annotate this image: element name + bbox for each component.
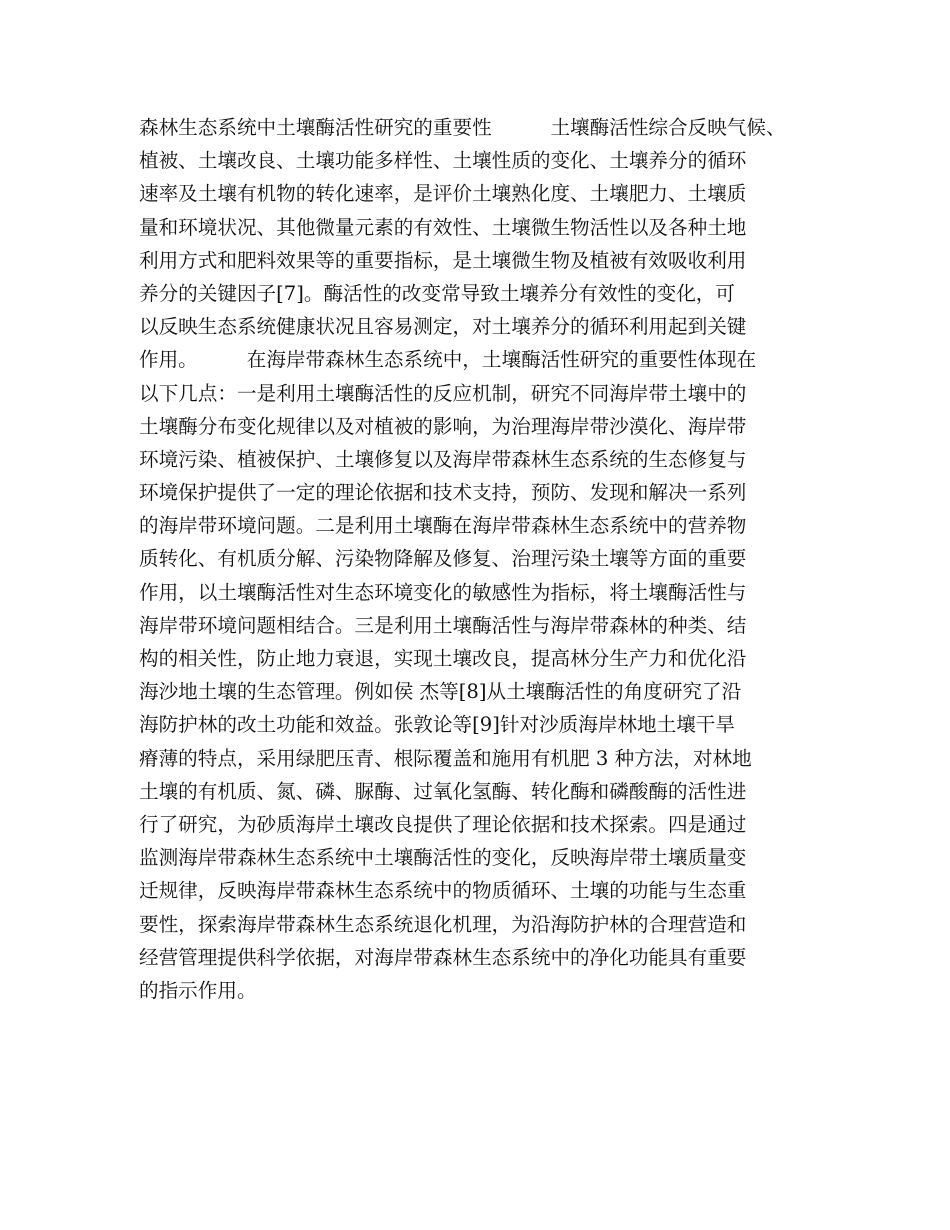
- text-line: 森林生态系统中土壤酶活性研究的重要性 土壤酶活性综合反映气候、: [139, 116, 786, 139]
- body-paragraph: [139, 111, 839, 1007]
- text-line: 环境污染、植被保护、土壤修复以及海岸带森林生态系统的生态修复与: [139, 447, 747, 471]
- text-line: 监测海岸带森林生态系统中土壤酶活性的变化，反映海岸带土壤质量变: [139, 846, 747, 870]
- text-line: 以反映生态系统健康状况且容易测定，对土壤养分的循环利用起到关键: [139, 315, 747, 339]
- text-line: 环境保护提供了一定的理论依据和技术支持，预防、发现和解决一系列: [139, 481, 747, 505]
- text-line: 土壤酶分布变化规律以及对植被的影响，为治理海岸带沙漠化、海岸带: [139, 414, 747, 438]
- text-line: 作用。 在海岸带森林生态系统中，土壤酶活性研究的重要性体现在: [139, 348, 757, 372]
- text-line: 以下几点：一是利用土壤酶活性的反应机制，研究不同海岸带土壤中的: [139, 381, 747, 405]
- text-line: 要性，探索海岸带森林生态系统退化机理，为沿海防护林的合理营造和: [139, 912, 747, 936]
- text-line: 利用方式和肥料效果等的重要指标，是土壤微生物及植被有效吸收利用: [139, 248, 747, 272]
- text-line: 养分的关键因子[7]。酶活性的改变常导致土壤养分有效性的变化，可: [139, 281, 735, 305]
- text-line: 速率及土壤有机物的转化速率，是评价土壤熟化度、土壤肥力、土壤质: [139, 182, 747, 206]
- text-line: 经营管理提供科学依据，对海岸带森林生态系统中的净化功能具有重要: [139, 945, 747, 969]
- text-line: 质转化、有机质分解、污染物降解及修复、治理污染土壤等方面的重要: [139, 547, 747, 571]
- text-line: 量和环境状况、其他微量元素的有效性、土壤微生物活性以及各种土地: [139, 215, 747, 239]
- text-line: 土壤的有机质、氮、磷、脲酶、过氧化氢酶、转化酶和磷酸酶的活性进: [139, 779, 747, 803]
- text-line: 海防护林的改土功能和效益。张敦论等[9]针对沙质海岸林地土壤干旱: [139, 713, 735, 737]
- text-line: 构的相关性，防止地力衰退，实现土壤改良，提高林分生产力和优化沿: [139, 647, 747, 670]
- text-line: 作用，以土壤酶活性对生态环境变化的敏感性为指标，将土壤酶活性与: [139, 580, 747, 604]
- text-line: 迁规律，反映海岸带森林生态系统中的物质循环、土壤的功能与生态重: [139, 879, 747, 903]
- text-line: 植被、土壤改良、土壤功能多样性、土壤性质的变化、土壤养分的循环: [139, 149, 747, 173]
- text-line: 的指示作用。: [139, 978, 257, 1002]
- text-line: 海岸带环境问题相结合。三是利用土壤酶活性与海岸带森林的种类、结: [139, 613, 747, 637]
- text-line: 的海岸带环境问题。二是利用土壤酶在海岸带森林生态系统中的营养物: [139, 514, 747, 538]
- text-line: 海沙地土壤的生态管理。例如侯 杰等[8]从土壤酶活性的角度研究了沿: [139, 680, 742, 704]
- text-line: 行了研究，为砂质海岸土壤改良提供了理论依据和技术探索。四是通过: [139, 812, 747, 836]
- text-line: 瘠薄的特点，采用绿肥压青、根际覆盖和施用有机肥 3 种方法，对林地: [139, 746, 752, 770]
